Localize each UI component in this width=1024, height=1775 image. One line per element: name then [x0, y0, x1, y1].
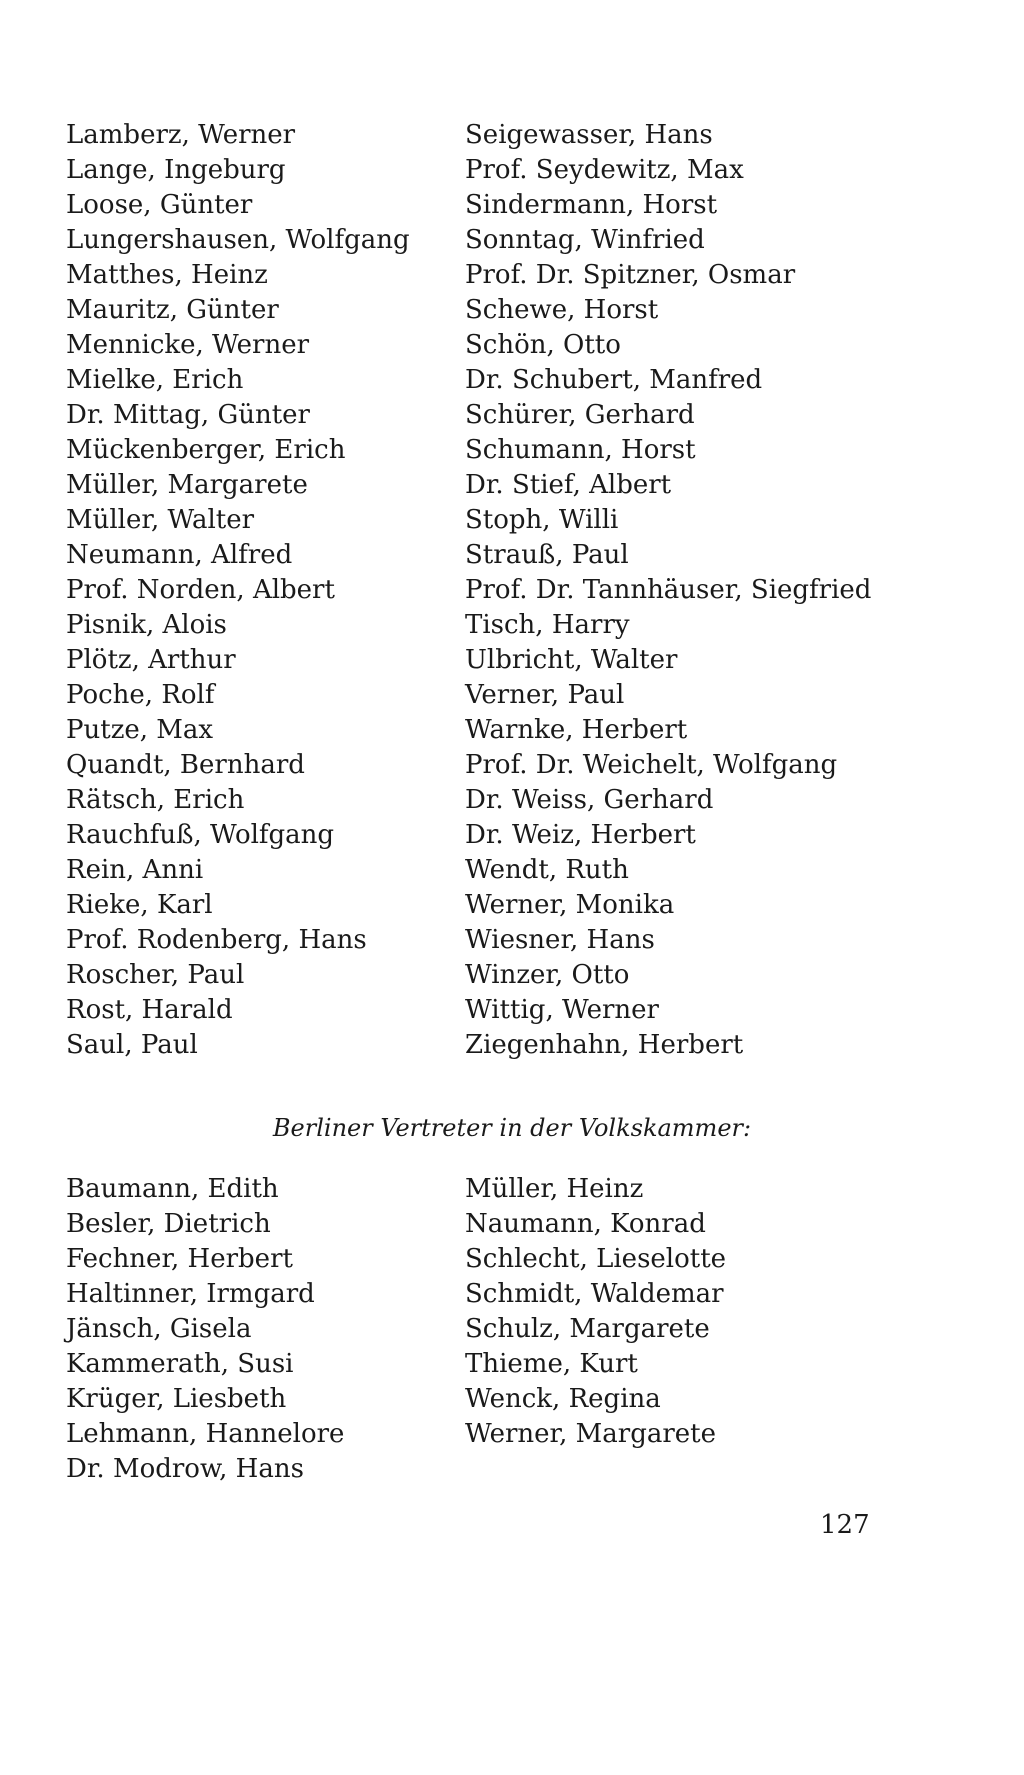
name-entry: Lehmann, Hannelore	[66, 1419, 345, 1449]
name-entry: Pisnik, Alois	[66, 610, 227, 640]
name-entry: Lange, Ingeburg	[66, 155, 286, 185]
name-entry: Dr. Schubert, Manfred	[465, 365, 763, 395]
name-entry: Dr. Mittag, Günter	[66, 400, 310, 430]
name-list-top-right	[465, 118, 871, 1063]
name-entry: Sonntag, Winfried	[465, 225, 705, 255]
name-entry: Rieke, Karl	[66, 890, 213, 920]
name-entry: Wendt, Ruth	[465, 855, 629, 885]
name-entry: Fechner, Herbert	[66, 1244, 293, 1274]
name-entry: Müller, Margarete	[66, 470, 308, 500]
name-entry: Prof. Norden, Albert	[66, 575, 335, 605]
name-entry: Dr. Weiz, Herbert	[465, 820, 696, 850]
name-entry: Tisch, Harry	[465, 610, 630, 640]
name-entry: Prof. Dr. Tannhäuser, Siegfried	[465, 575, 872, 605]
name-entry: Matthes, Heinz	[66, 260, 268, 290]
name-entry: Rein, Anni	[66, 855, 204, 885]
name-entry: Wiesner, Hans	[465, 925, 655, 955]
name-entry: Mückenberger, Erich	[66, 435, 346, 465]
name-entry: Prof. Dr. Weichelt, Wolfgang	[465, 750, 838, 780]
name-entry: Schürer, Gerhard	[465, 400, 695, 430]
section-heading: Berliner Vertreter in der Volkskammer:	[272, 1114, 752, 1142]
name-entry: Strauß, Paul	[465, 540, 629, 570]
name-entry: Wenck, Regina	[465, 1384, 661, 1414]
name-entry: Kammerath, Susi	[66, 1349, 294, 1379]
name-entry: Müller, Walter	[66, 505, 255, 535]
name-entry: Ulbricht, Walter	[465, 645, 678, 675]
name-entry: Prof. Rodenberg, Hans	[66, 925, 367, 955]
name-entry: Baumann, Edith	[66, 1174, 279, 1204]
name-entry: Rauchfuß, Wolfgang	[66, 820, 335, 850]
name-entry: Rätsch, Erich	[66, 785, 245, 815]
name-entry: Lamberz, Werner	[66, 120, 296, 150]
name-entry: Schumann, Horst	[465, 435, 696, 465]
name-entry: Haltinner, Irmgard	[66, 1279, 315, 1309]
name-entry: Winzer, Otto	[465, 960, 630, 990]
name-entry: Besler, Dietrich	[66, 1209, 271, 1239]
name-entry: Seigewasser, Hans	[465, 120, 713, 150]
name-list-top-left	[66, 118, 410, 1063]
name-entry: Schön, Otto	[465, 330, 621, 360]
name-entry: Müller, Heinz	[465, 1174, 644, 1204]
name-entry: Krüger, Liesbeth	[66, 1384, 287, 1414]
name-entry: Prof. Seydewitz, Max	[465, 155, 744, 185]
name-entry: Lungershausen, Wolfgang	[66, 225, 410, 255]
name-entry: Mielke, Erich	[66, 365, 244, 395]
name-list-bottom-right	[465, 1172, 726, 1452]
name-entry: Dr. Modrow, Hans	[66, 1454, 304, 1484]
name-entry: Rost, Harald	[66, 995, 233, 1025]
name-entry: Werner, Margarete	[465, 1419, 716, 1449]
name-entry: Roscher, Paul	[66, 960, 245, 990]
name-entry: Dr. Stief, Albert	[465, 470, 672, 500]
name-entry: Verner, Paul	[465, 680, 625, 710]
page-number: 127	[820, 1510, 870, 1540]
name-entry: Sindermann, Horst	[465, 190, 718, 220]
name-entry: Poche, Rolf	[66, 680, 215, 710]
name-entry: Schulz, Margarete	[465, 1314, 710, 1344]
name-entry: Werner, Monika	[465, 890, 675, 920]
name-entry: Prof. Dr. Spitzner, Osmar	[465, 260, 796, 290]
name-entry: Schlecht, Lieselotte	[465, 1244, 727, 1274]
name-entry: Ziegenhahn, Herbert	[465, 1030, 744, 1060]
name-entry: Dr. Weiss, Gerhard	[465, 785, 714, 815]
name-entry: Schmidt, Waldemar	[465, 1279, 724, 1309]
name-entry: Plötz, Arthur	[66, 645, 236, 675]
name-entry: Saul, Paul	[66, 1030, 198, 1060]
name-entry: Quandt, Bernhard	[66, 750, 305, 780]
name-entry: Warnke, Herbert	[465, 715, 688, 745]
name-entry: Stoph, Willi	[465, 505, 619, 535]
name-entry: Mauritz, Günter	[66, 295, 279, 325]
name-entry: Naumann, Konrad	[465, 1209, 706, 1239]
name-entry: Mennicke, Werner	[66, 330, 310, 360]
name-entry: Wittig, Werner	[465, 995, 659, 1025]
name-entry: Loose, Günter	[66, 190, 253, 220]
name-entry: Schewe, Horst	[465, 295, 659, 325]
name-entry: Putze, Max	[66, 715, 214, 745]
name-entry: Thieme, Kurt	[465, 1349, 638, 1379]
name-entry: Neumann, Alfred	[66, 540, 293, 570]
name-entry: Jänsch, Gisela	[66, 1314, 252, 1344]
name-list-bottom-left	[66, 1172, 344, 1487]
